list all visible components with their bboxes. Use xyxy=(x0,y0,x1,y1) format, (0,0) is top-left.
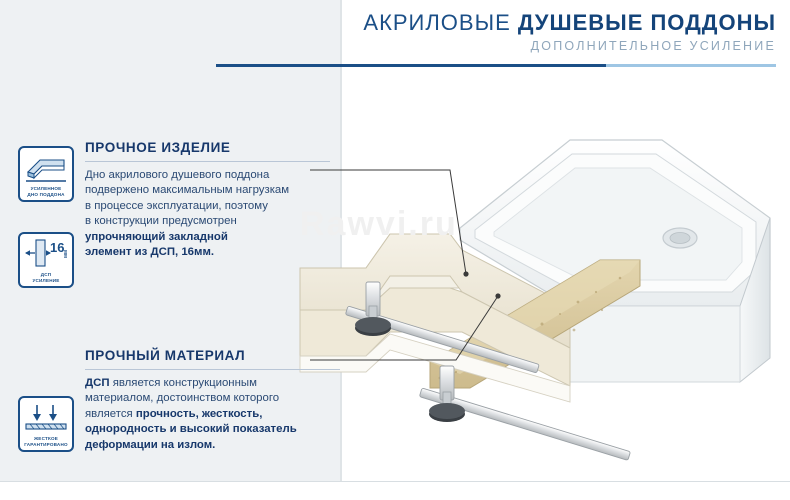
svg-text:мм: мм xyxy=(62,250,68,258)
page-title xyxy=(216,10,776,53)
badge-reinforced-bottom xyxy=(18,146,74,202)
callout-line-bold: прочность, жесткость, xyxy=(135,407,263,420)
callout-body xyxy=(85,168,330,260)
watermark: Rawvi.ru xyxy=(300,205,458,243)
callout-line-bold: элемент из ДСП, 16мм. xyxy=(85,246,215,259)
badge-caption-line2: УСИЛЕНИЕ xyxy=(32,277,60,283)
title-bold: ДУШЕВЫЕ ПОДДОНЫ xyxy=(517,10,776,35)
callout-line-bold: упрочняющий закладной xyxy=(85,230,228,243)
header-rule-accent xyxy=(606,64,776,67)
callout-line: Дно акрилового душевого поддона xyxy=(85,169,270,181)
callout-rule xyxy=(85,161,330,162)
callout-strong-product xyxy=(85,140,330,260)
load-arrows-icon xyxy=(20,401,72,435)
badge-rigid-guaranteed xyxy=(18,396,74,452)
badge-caption-line2: ДНО ПОДДОНА xyxy=(27,191,65,197)
title-light: АКРИЛОВЫЕ xyxy=(363,10,518,35)
badge-caption-line1: ДСП xyxy=(40,272,52,278)
badge-caption-line2: ГАРАНТИРОВАНО xyxy=(24,441,68,447)
page-subtitle: ДОПОЛНИТЕЛЬНОЕ УСИЛЕНИЕ xyxy=(530,39,776,53)
shower-tray-illustration xyxy=(270,110,790,500)
badge-caption-line1: УСИЛЕННОЕ xyxy=(30,186,62,192)
callout-line: является конструкционным xyxy=(109,377,257,389)
svg-text:16: 16 xyxy=(50,240,65,255)
callout-body xyxy=(85,376,340,453)
callout-line-bold: однородность и высокий показатель xyxy=(85,423,297,436)
reinforced-bottom-icon xyxy=(20,150,72,184)
thickness-measure-icon xyxy=(20,236,72,272)
badge-caption xyxy=(20,186,72,197)
callout-line: является xyxy=(85,407,136,420)
callout-line: в процессе эксплуатации, поэтому xyxy=(85,199,268,212)
callout-rule xyxy=(85,369,340,370)
badge-caption-line1: ЖЕСТКОЕ xyxy=(33,436,59,442)
badge-caption xyxy=(20,272,72,283)
callout-title: ПРОЧНЫЙ МАТЕРИАЛ xyxy=(85,348,246,363)
callout-line: материалом, достоинством которого xyxy=(85,392,280,405)
callout-line-bold: деформации на излом. xyxy=(85,438,216,451)
callout-title: ПРОЧНОЕ ИЗДЕЛИЕ xyxy=(85,140,231,155)
badge-caption xyxy=(20,436,72,447)
badge-thickness-16mm xyxy=(18,232,74,288)
callout-strong-material xyxy=(85,348,340,453)
callout-line: в конструкции предусмотрен xyxy=(85,215,237,228)
callout-line: подвержено максимальным нагрузкам xyxy=(85,184,290,197)
bottom-strip xyxy=(0,482,790,500)
callout-lead-bold: ДСП xyxy=(85,377,110,389)
